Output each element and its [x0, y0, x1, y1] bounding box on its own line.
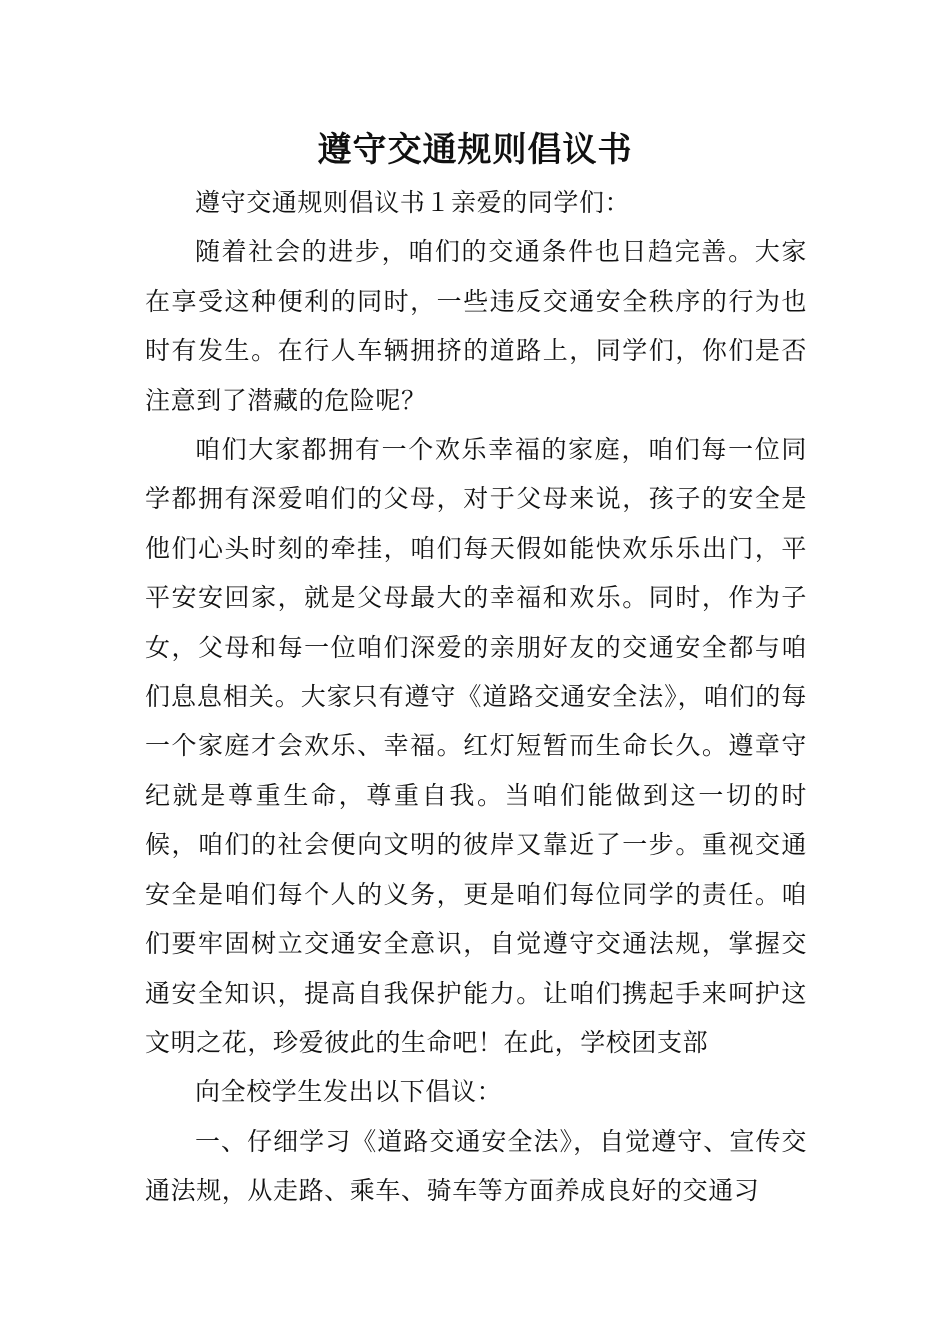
document-body	[145, 178, 807, 1216]
paragraph-proposal-1: 一、仔细学习《道路交通安全法》，自觉遵守、宣传交通法规，从走路、乘车、骑车等方面养成良好的交通习	[145, 1126, 807, 1206]
document-title: 遵守交通规则倡议书	[317, 130, 633, 170]
paragraph-proposal-lead: 向全校学生发出以下倡议：	[195, 1077, 503, 1107]
paragraph-intro: 随着社会的进步，咱们的交通条件也日趋完善。大家在享受这种便利的同时，一些违反交通安全秩序的行为也时有发生。在行人车辆拥挤的道路上，同学们，你们是否注意到了潜藏的危险呢？	[145, 237, 807, 415]
paragraph-salutation: 遵守交通规则倡议书１亲爱的同学们：	[195, 188, 631, 217]
paragraph-main: 咱们大家都拥有一个欢乐幸福的家庭，咱们每一位同学都拥有深爱咱们的父母，对于父母来说，孩子的安全是他们心头时刻的牵挂，咱们每天假如能快欢乐乐出门，平平安安回家，就是父母最大的幸福和欢乐。同时，作为子女，父母和每一位咱们深爱的亲朋好友的交通安全都与咱们息息相关。大家只有遵守《道路交通安全法》，咱们的每一个家庭才会欢乐、幸福。红灯短暂而生命长久。遵章守纪就是尊重生命，尊重自我。当咱们能做到这一切的时候，咱们的社会便向文明的彼岸又靠近了一步。重视交通安全是咱们每个人的义务，更是咱们每位同学的责任。咱们要牢固树立交通安全意识，自觉遵守交通法规，掌握交通安全知识，提高自我保护能力。让咱们携起手来呵护这文明之花，珍爱彼此的生命吧！在此，学校团支部	[145, 435, 807, 1057]
